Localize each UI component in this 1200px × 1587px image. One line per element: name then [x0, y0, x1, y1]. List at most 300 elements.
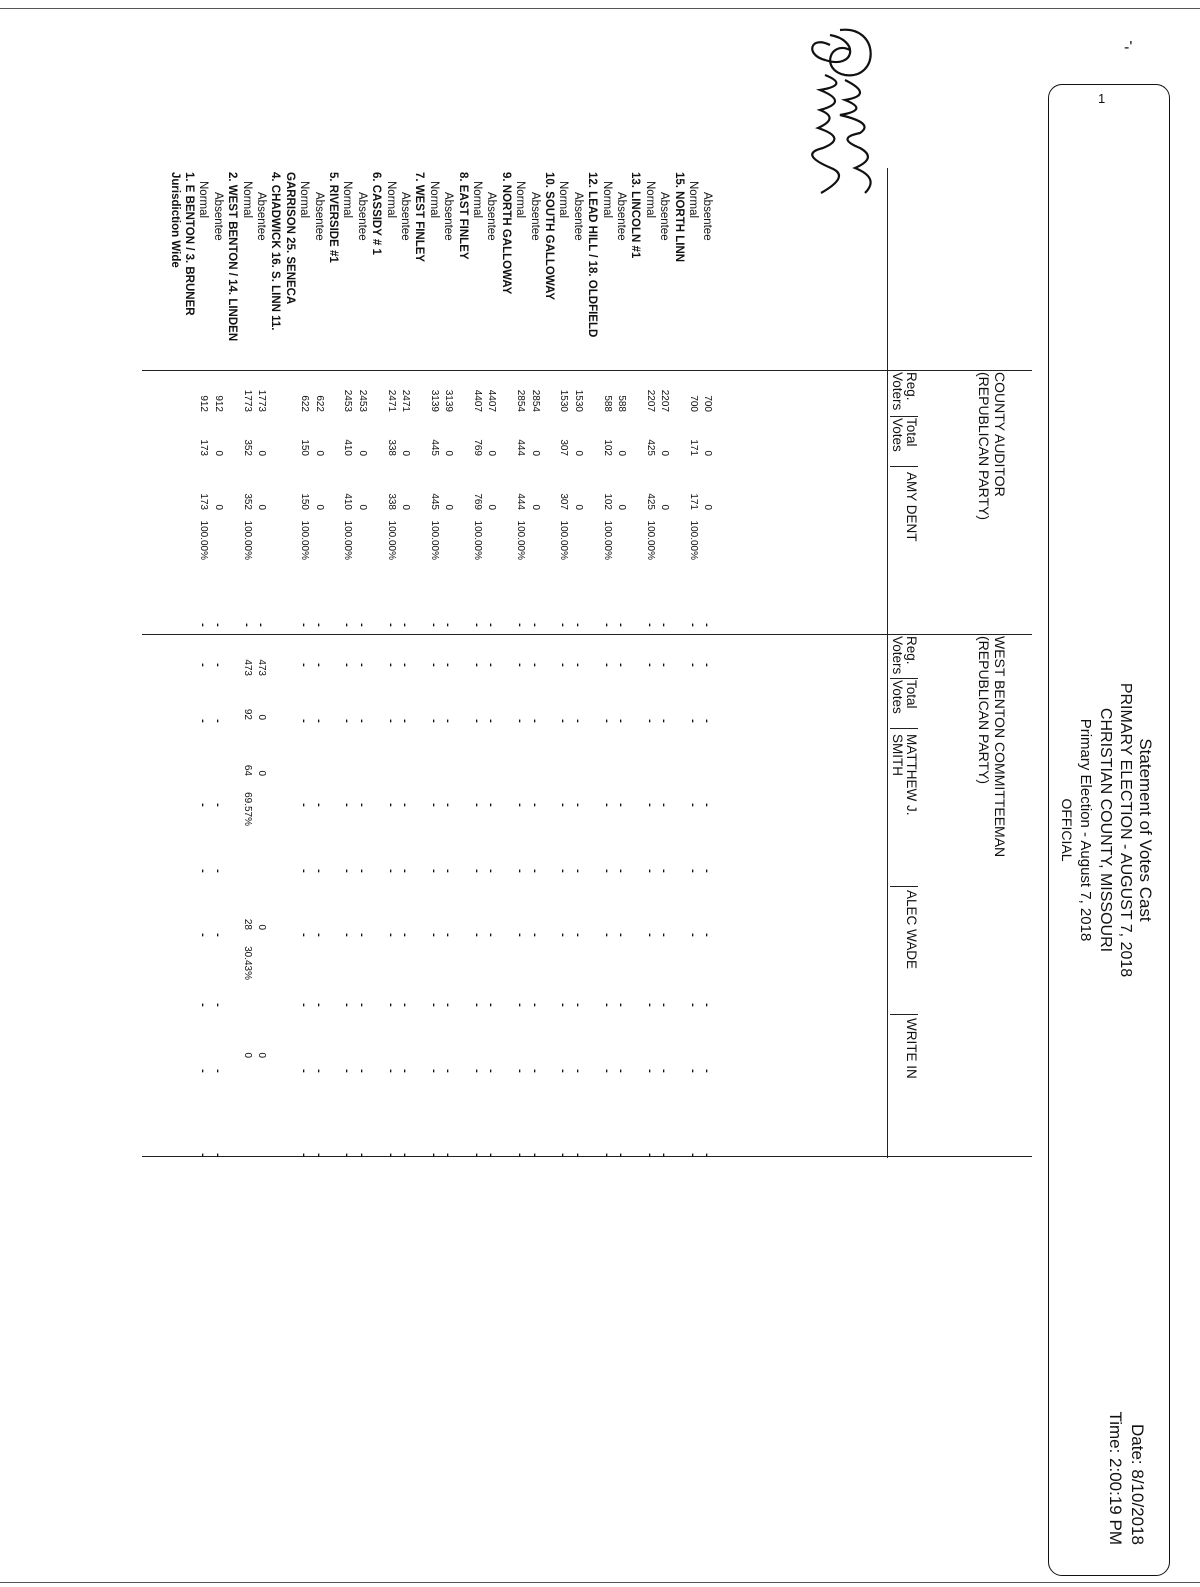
row-label: 7. WEST FINLEY: [413, 172, 426, 263]
normal-row: [513, 0, 527, 1587]
empty-cell-mark: -: [211, 623, 224, 627]
empty-cell-mark: -: [615, 933, 627, 937]
empty-cell-mark: -: [399, 933, 411, 937]
reg-voters-cell: 3139: [443, 389, 455, 412]
empty-cell-mark: -: [571, 623, 584, 627]
empty-cell-mark: -: [643, 869, 656, 873]
absentee-row: [571, 0, 585, 1587]
empty-cell-mark: -: [312, 803, 325, 807]
empty-cell-mark: -: [571, 719, 584, 723]
empty-cell-mark: -: [384, 623, 397, 627]
precinct-row: [283, 0, 297, 1587]
absentee-row: [254, 0, 268, 1587]
col-matthew-smith: MATTHEW J. SMITH: [890, 734, 919, 816]
empty-cell-mark: -: [485, 803, 498, 807]
col-total-votes-2: Total Votes: [890, 680, 919, 714]
total-votes-cell: 0: [443, 450, 455, 456]
empty-cell-mark: -: [471, 663, 483, 667]
total-votes-cell: 769: [472, 439, 483, 456]
amy-dent-votes-cell: 769: [472, 493, 483, 510]
amy-dent-votes-cell: 0: [616, 504, 627, 510]
empty-cell-mark: -: [514, 1069, 527, 1073]
report-date: Date: 8/10/2018: [1128, 1424, 1147, 1545]
election-name: PRIMARY ELECTION - AUGUST 7, 2018: [1117, 682, 1134, 978]
col-alec-wade: ALEC WADE: [904, 890, 919, 970]
empty-cell-mark: -: [658, 719, 671, 723]
amy-dent-pct-cell: 100.00%: [198, 520, 210, 560]
reg-voters-cell: 2207: [644, 389, 656, 412]
row-label: 2. WEST BENTON / 14. LINDEN: [226, 172, 239, 342]
empty-cell-mark: -: [687, 933, 699, 937]
empty-cell-mark: -: [557, 869, 570, 873]
empty-cell-mark: -: [471, 1003, 483, 1007]
contest-committeeman-title: WEST BENTON COMMITTEEMAN: [992, 636, 1008, 858]
normal-row: [297, 0, 311, 1587]
empty-cell-mark: -: [384, 803, 397, 807]
row-label: 4. CHADWICK 16. S. LINN 11.: [269, 172, 282, 331]
empty-cell-mark: -: [298, 869, 311, 873]
precinct-row: [585, 0, 599, 1587]
row-label: Absentee: [399, 192, 411, 241]
empty-cell-mark: -: [211, 663, 224, 667]
empty-cell-mark: -: [341, 1003, 354, 1007]
row-label: Absentee: [355, 192, 368, 241]
col-divider: [890, 416, 918, 417]
amy-dent-pct-cell: 100.00%: [299, 520, 311, 560]
empty-cell-mark: -: [687, 719, 699, 723]
empty-cell-mark: -: [312, 1069, 325, 1073]
empty-cell-mark: -: [399, 719, 411, 723]
official-status: OFFICIAL: [1059, 798, 1075, 862]
reg-voters-cell: 622: [299, 395, 311, 412]
row-label: Normal: [427, 181, 440, 219]
reg-voters-cell: 2471: [400, 389, 411, 412]
empty-cell-mark: -: [427, 1153, 440, 1157]
empty-cell-mark: -: [600, 1003, 613, 1007]
empty-cell-mark: -: [255, 623, 267, 627]
empty-cell-mark: -: [485, 933, 498, 937]
row-label: Normal: [557, 181, 570, 219]
empty-cell-mark: -: [211, 933, 224, 937]
empty-cell-mark: -: [341, 803, 354, 807]
total-votes-cell: 410: [342, 439, 354, 456]
empty-cell-mark: -: [298, 803, 311, 807]
empty-cell-mark: -: [341, 663, 354, 667]
empty-cell-mark: -: [687, 869, 699, 873]
empty-cell-mark: -: [687, 803, 699, 807]
empty-cell-mark: -: [355, 803, 368, 807]
row-label: Normal: [643, 181, 656, 219]
jurisdiction-wide-label: Jurisdiction Wide: [169, 172, 181, 268]
empty-cell-mark: -: [643, 663, 656, 667]
amy-dent-votes-cell: 307: [558, 493, 570, 510]
empty-cell-mark: -: [701, 719, 714, 723]
empty-cell-mark: -: [312, 1003, 325, 1007]
col-reg-voters-2: Reg. Voters: [890, 636, 919, 675]
corner-mark: -': [1124, 39, 1133, 56]
empty-cell-mark: -: [355, 623, 368, 627]
total-votes-cell: 0: [256, 450, 267, 456]
total-votes-cell: 102: [601, 439, 613, 456]
amy-dent-pct-cell: 100.00%: [558, 520, 570, 560]
empty-cell-mark: -: [701, 933, 714, 937]
empty-cell-mark: -: [427, 869, 440, 873]
row-label: 1. E BENTON / 3. BRUNER: [183, 172, 195, 316]
col-reg-voters-1: Reg. Voters: [890, 372, 919, 411]
normal-row: [643, 0, 657, 1587]
empty-cell-mark: -: [528, 663, 541, 667]
reg-voters-cell: 1773: [256, 389, 267, 412]
row-label: GARRISON 25. SENECA: [283, 172, 296, 305]
empty-cell-mark: -: [615, 719, 627, 723]
reg-voters-cell: 588: [601, 395, 613, 412]
empty-cell-mark: -: [701, 1069, 714, 1073]
total-votes-cell: 352: [241, 439, 253, 456]
row-label: Absentee: [312, 192, 325, 241]
total-votes-cell: 0: [356, 450, 368, 456]
reg-voters-cell: 912: [198, 395, 210, 412]
reg-voters-cell: 622: [313, 395, 325, 412]
empty-cell-mark: -: [384, 869, 397, 873]
empty-cell-mark: -: [341, 719, 354, 723]
contest-county-auditor-party: (REPUBLICAN PARTY): [976, 372, 992, 521]
empty-cell-mark: -: [384, 1153, 397, 1157]
empty-cell-mark: -: [557, 1153, 570, 1157]
empty-cell-mark: -: [197, 719, 210, 723]
row-label: 13. LINCOLN #1: [629, 172, 642, 259]
amy-dent-pct-cell: 100.00%: [644, 520, 656, 560]
empty-cell-mark: -: [485, 1003, 498, 1007]
row-label: Absentee: [485, 192, 498, 241]
amy-dent-votes-cell: 0: [529, 504, 541, 510]
empty-cell-mark: -: [600, 869, 613, 873]
amy-dent-pct-cell: 100.00%: [241, 520, 253, 560]
col-divider: [890, 886, 918, 887]
empty-cell-mark: -: [442, 663, 455, 667]
smith-votes-cell: 0: [256, 770, 267, 776]
total-votes-2-cell: 0: [256, 714, 267, 720]
empty-cell-mark: -: [643, 1153, 656, 1157]
row-label: Normal: [240, 181, 253, 219]
normal-row: [340, 0, 354, 1587]
empty-cell-mark: -: [643, 1003, 656, 1007]
empty-cell-mark: -: [197, 1003, 210, 1007]
normal-row: [686, 0, 700, 1587]
total-votes-cell: 425: [644, 439, 656, 456]
empty-cell-mark: -: [197, 1069, 210, 1073]
precinct-row: [412, 0, 426, 1587]
amy-dent-votes-cell: 425: [644, 493, 656, 510]
empty-cell-mark: -: [687, 1003, 699, 1007]
row-label: Normal: [384, 181, 397, 219]
empty-cell-mark: -: [485, 623, 498, 627]
empty-cell-mark: -: [298, 623, 311, 627]
empty-cell-mark: -: [658, 1003, 671, 1007]
write-in-cell: 0: [241, 1052, 253, 1058]
wade-votes-cell: 28: [241, 918, 253, 930]
amy-dent-votes-cell: 0: [572, 504, 584, 510]
empty-cell-mark: -: [442, 1153, 455, 1157]
amy-dent-votes-cell: 410: [342, 493, 354, 510]
total-votes-cell: 338: [385, 439, 397, 456]
empty-cell-mark: -: [557, 719, 570, 723]
empty-cell-mark: -: [514, 869, 527, 873]
empty-cell-mark: -: [341, 933, 354, 937]
amy-dent-votes-cell: 0: [313, 504, 325, 510]
empty-cell-mark: -: [427, 1003, 440, 1007]
amy-dent-pct-cell: 100.00%: [688, 520, 699, 560]
amy-dent-votes-cell: 0: [400, 504, 411, 510]
empty-cell-mark: -: [341, 623, 354, 627]
empty-cell-mark: -: [442, 719, 455, 723]
empty-cell-mark: -: [615, 623, 627, 627]
empty-cell-mark: -: [658, 803, 671, 807]
empty-cell-mark: -: [197, 869, 210, 873]
empty-cell-mark: -: [298, 1069, 311, 1073]
absentee-row: [484, 0, 498, 1587]
empty-cell-mark: -: [298, 719, 311, 723]
precinct-row: [672, 0, 686, 1587]
empty-cell-mark: -: [211, 803, 224, 807]
row-label: 12. LEAD HILL / 18. OLDFIELD: [586, 172, 599, 338]
empty-cell-mark: -: [701, 869, 714, 873]
empty-cell-mark: -: [615, 803, 627, 807]
reg-voters-cell: 1773: [241, 389, 253, 412]
empty-cell-mark: -: [514, 803, 527, 807]
empty-cell-mark: -: [384, 1003, 397, 1007]
empty-cell-mark: -: [643, 933, 656, 937]
empty-cell-mark: -: [514, 663, 527, 667]
empty-cell-mark: -: [399, 1069, 411, 1073]
precinct-row: [326, 0, 340, 1587]
row-label: 9. NORTH GALLOWAY: [499, 172, 512, 295]
empty-cell-mark: -: [701, 623, 714, 627]
empty-cell-mark: -: [197, 803, 210, 807]
row-label: Normal: [471, 181, 483, 219]
empty-cell-mark: -: [658, 623, 671, 627]
wade-votes-cell: 0: [256, 924, 267, 930]
precinct-row: [542, 0, 556, 1587]
empty-cell-mark: -: [600, 623, 613, 627]
empty-cell-mark: -: [471, 803, 483, 807]
empty-cell-mark: -: [557, 803, 570, 807]
empty-cell-mark: -: [355, 1003, 368, 1007]
empty-cell-mark: -: [571, 1069, 584, 1073]
empty-cell-mark: -: [658, 933, 671, 937]
empty-cell-mark: -: [471, 719, 483, 723]
row-label: Absentee: [528, 192, 541, 241]
empty-cell-mark: -: [514, 719, 527, 723]
empty-cell-mark: -: [528, 1153, 541, 1157]
empty-cell-mark: -: [514, 1153, 527, 1157]
reg-voters-cell: 700: [688, 395, 699, 412]
empty-cell-mark: -: [427, 719, 440, 723]
empty-cell-mark: -: [240, 623, 253, 627]
empty-cell-mark: -: [211, 1153, 224, 1157]
signature-joe-russell: [790, 20, 870, 220]
normal-row: [384, 0, 398, 1587]
amy-dent-votes-cell: 0: [443, 504, 455, 510]
normal-row: [470, 0, 484, 1587]
empty-cell-mark: -: [312, 869, 325, 873]
col-divider: [890, 678, 918, 679]
reg-voters-cell: 4407: [486, 389, 498, 412]
amy-dent-votes-cell: 173: [198, 493, 210, 510]
row-label: 15. NORTH LINN: [672, 172, 685, 263]
empty-cell-mark: -: [471, 1153, 483, 1157]
empty-cell-mark: -: [312, 623, 325, 627]
empty-cell-mark: -: [211, 869, 224, 873]
row-label: Normal: [298, 181, 311, 219]
amy-dent-pct-cell: 100.00%: [342, 520, 354, 560]
total-votes-2-cell: 92: [241, 708, 253, 720]
empty-cell-mark: -: [571, 1003, 584, 1007]
empty-cell-mark: -: [355, 1153, 368, 1157]
reg-voters-cell: 2854: [529, 389, 541, 412]
empty-cell-mark: -: [485, 719, 498, 723]
empty-cell-mark: -: [399, 663, 411, 667]
empty-cell-mark: -: [571, 803, 584, 807]
amy-dent-votes-cell: 0: [212, 504, 224, 510]
absentee-row: [441, 0, 455, 1587]
report-time: Time: 2:00:19 PM: [1106, 1411, 1125, 1545]
empty-cell-mark: -: [658, 663, 671, 667]
empty-cell-mark: -: [197, 1153, 210, 1157]
row-label: Normal: [341, 181, 354, 219]
empty-cell-mark: -: [557, 623, 570, 627]
precinct-row: [268, 0, 282, 1587]
empty-cell-mark: -: [600, 719, 613, 723]
empty-cell-mark: -: [701, 663, 714, 667]
precinct-row: [182, 0, 196, 1587]
absentee-row: [528, 0, 542, 1587]
empty-cell-mark: -: [557, 663, 570, 667]
header-rule: [887, 168, 888, 1158]
empty-cell-mark: -: [341, 869, 354, 873]
empty-cell-mark: -: [442, 803, 455, 807]
reg-voters-cell: 912: [212, 395, 224, 412]
empty-cell-mark: -: [384, 663, 397, 667]
contest-county-auditor-title: COUNTY AUDITOR: [992, 372, 1008, 497]
empty-cell-mark: -: [427, 663, 440, 667]
empty-cell-mark: -: [471, 933, 483, 937]
empty-cell-mark: -: [355, 1069, 368, 1073]
amy-dent-pct-cell: 100.00%: [601, 520, 613, 560]
total-votes-cell: 0: [400, 450, 411, 456]
amy-dent-votes-cell: 150: [299, 493, 311, 510]
empty-cell-mark: -: [528, 869, 541, 873]
row-label: Absentee: [255, 192, 267, 241]
empty-cell-mark: -: [687, 1069, 699, 1073]
absentee-row: [657, 0, 671, 1587]
empty-cell-mark: -: [600, 1153, 613, 1157]
reg-voters-2-cell: 473: [256, 659, 267, 676]
col-divider: [890, 1014, 918, 1015]
empty-cell-mark: -: [341, 1153, 354, 1157]
amy-dent-pct-cell: 100.00%: [472, 520, 483, 560]
empty-cell-mark: -: [615, 1153, 627, 1157]
empty-cell-mark: -: [514, 933, 527, 937]
reg-voters-cell: 3139: [428, 389, 440, 412]
empty-cell-mark: -: [442, 1069, 455, 1073]
write-in-cell: 0: [256, 1052, 267, 1058]
absentee-row: [614, 0, 628, 1587]
empty-cell-mark: -: [687, 623, 699, 627]
empty-cell-mark: -: [514, 623, 527, 627]
empty-cell-mark: -: [298, 1153, 311, 1157]
total-votes-cell: 0: [212, 450, 224, 456]
empty-cell-mark: -: [471, 869, 483, 873]
empty-cell-mark: -: [643, 1069, 656, 1073]
empty-cell-mark: -: [571, 933, 584, 937]
row-label: Normal: [514, 181, 527, 219]
empty-cell-mark: -: [442, 869, 455, 873]
total-votes-cell: 0: [572, 450, 584, 456]
empty-cell-mark: -: [528, 1003, 541, 1007]
empty-cell-mark: -: [701, 803, 714, 807]
row-label: 6. CASSIDY # 1: [370, 172, 383, 255]
amy-dent-votes-cell: 352: [241, 493, 253, 510]
empty-cell-mark: -: [571, 663, 584, 667]
empty-cell-mark: -: [399, 803, 411, 807]
total-votes-cell: 150: [299, 439, 311, 456]
empty-cell-mark: -: [384, 719, 397, 723]
empty-cell-mark: -: [312, 663, 325, 667]
amy-dent-pct-cell: 100.00%: [515, 520, 527, 560]
empty-cell-mark: -: [557, 1069, 570, 1073]
reg-voters-cell: 1530: [558, 389, 570, 412]
col-divider: [890, 728, 918, 729]
empty-cell-mark: -: [399, 869, 411, 873]
total-votes-cell: 0: [529, 450, 541, 456]
empty-cell-mark: -: [312, 719, 325, 723]
tick-mark: 1: [1098, 91, 1106, 106]
row-label: Absentee: [442, 192, 455, 241]
normal-row: [240, 0, 254, 1587]
row-label: 10. SOUTH GALLOWAY: [543, 172, 555, 301]
empty-cell-mark: -: [485, 1153, 498, 1157]
empty-cell-mark: -: [298, 1003, 311, 1007]
empty-cell-mark: -: [615, 1003, 627, 1007]
total-votes-cell: 445: [428, 439, 440, 456]
normal-row: [600, 0, 614, 1587]
total-votes-cell: 171: [688, 439, 699, 456]
reg-voters-cell: 2453: [342, 389, 354, 412]
empty-cell-mark: -: [643, 719, 656, 723]
absentee-row: [355, 0, 369, 1587]
precinct-row: [628, 0, 642, 1587]
empty-cell-mark: -: [355, 719, 368, 723]
absentee-row: [700, 0, 714, 1587]
empty-cell-mark: -: [485, 869, 498, 873]
empty-cell-mark: -: [341, 1069, 354, 1073]
empty-cell-mark: -: [485, 663, 498, 667]
empty-cell-mark: -: [384, 933, 397, 937]
precinct-row: [225, 0, 239, 1587]
precinct-row: [499, 0, 513, 1587]
precinct-row: [456, 0, 470, 1587]
row-label: Absentee: [658, 192, 671, 241]
empty-cell-mark: -: [399, 1153, 411, 1157]
county-name: CHRISTIAN COUNTY, MISSOURI: [1097, 707, 1114, 953]
reg-voters-cell: 1530: [572, 389, 584, 412]
total-votes-cell: 0: [659, 450, 671, 456]
empty-cell-mark: -: [427, 803, 440, 807]
election-subtitle: Primary Election - August 7, 2018: [1077, 718, 1094, 942]
normal-row: [556, 0, 570, 1587]
empty-cell-mark: -: [528, 933, 541, 937]
empty-cell-mark: -: [528, 803, 541, 807]
